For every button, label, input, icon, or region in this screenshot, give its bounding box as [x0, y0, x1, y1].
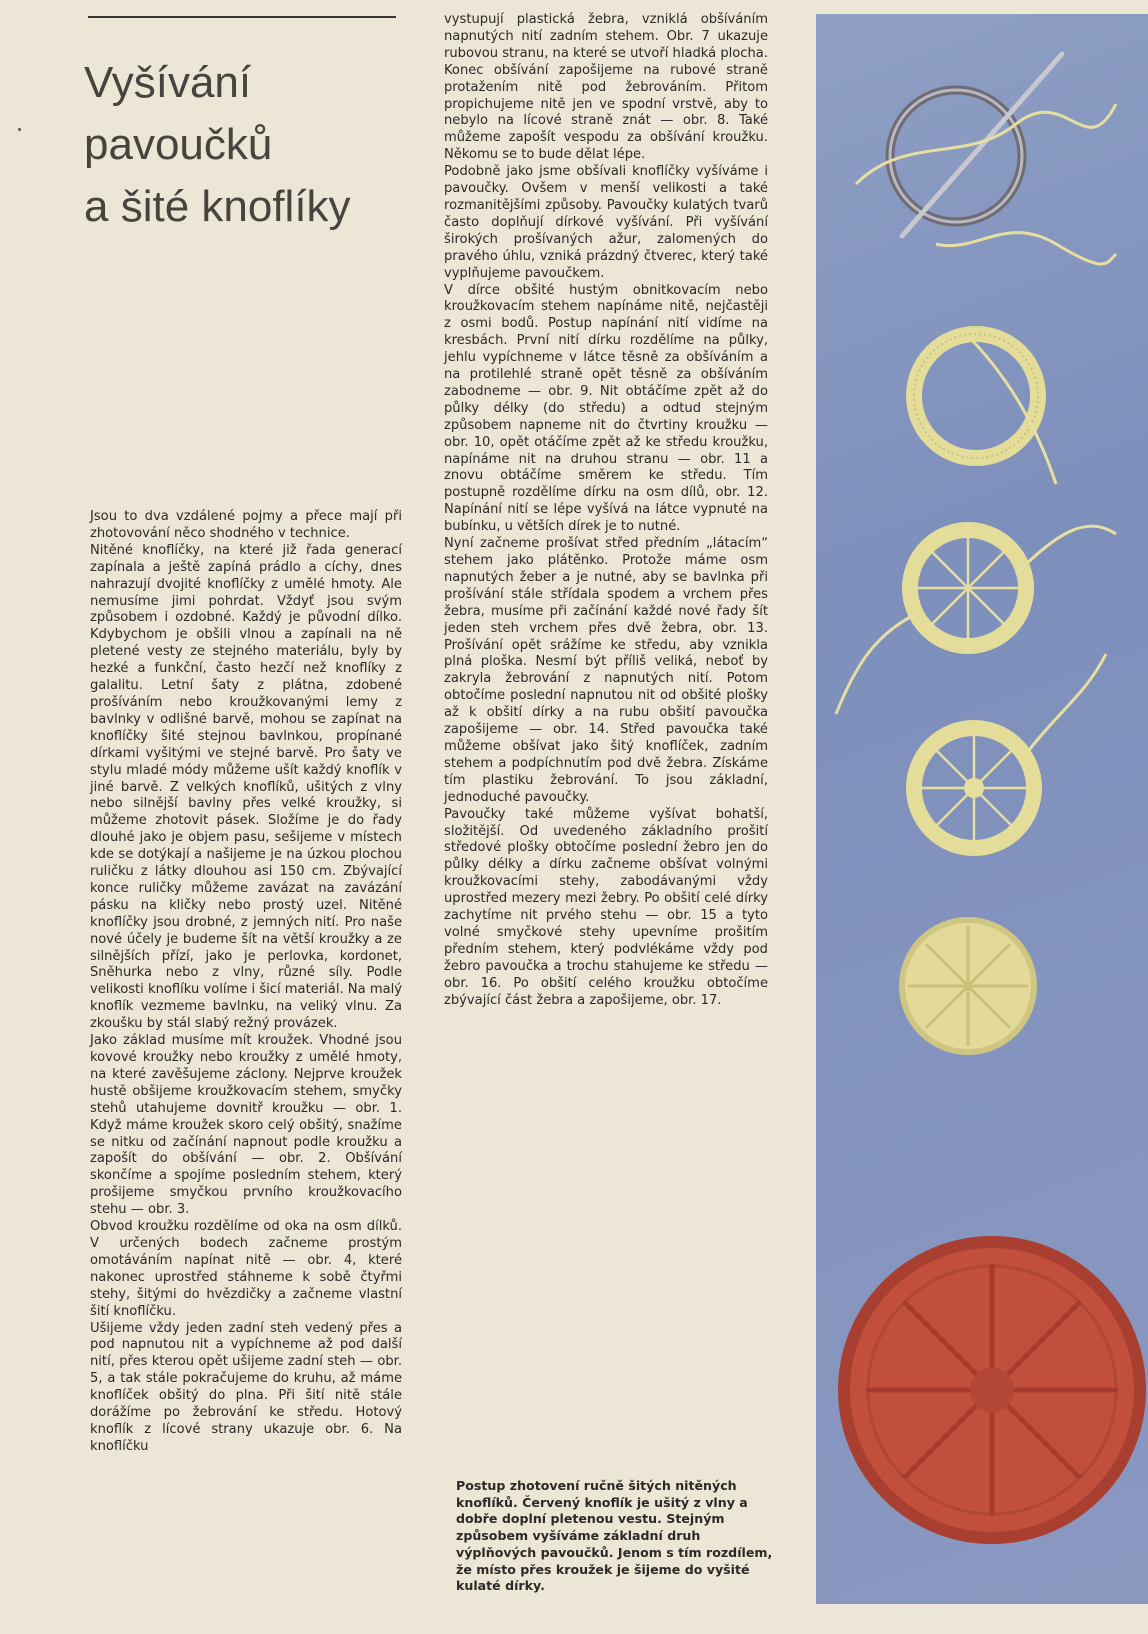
- ring-wrapped: [914, 334, 1056, 484]
- print-speck: [18, 128, 21, 131]
- text-column-middle: [444, 12, 768, 1009]
- paragraph: Nitěné knoflíčky, na které již řada generací zapínala a ještě zapíná prádlo a cíchy, dnes nahrazují dvojité knoflíčky z umělé hmoty. Ale nemusíme jimi pohrdat. Vždyť jsou svým způsobem i ozdobné. Každý je původní dílko. Kdybychom je obšili vlnou a zapínali na ně pletené vesty ze stejného materiálu, byly by hezké a funkční, často hezčí než knoflíky z galalitu. Letní šaty z plátna, zdobené prošíváním nebo kroužkovanými lemy z bavlnky v odlišné barvě, mohou se zapínat na knoflíčky šité stejnou bavlnkou, propínané dírkami vyšitými ve stejné barvě. Pro šaty ve stylu mladé módy můžeme ušít každý knoflík v jiné barvě. Z velkých knoflíků, ušitých z vlny nebo silnější bavlny přes velké kroužky, si můžeme zhotovit pásek. Složíme je do řady dlouhé jako je objem pasu, sešijeme v místech kde se dotýkají a našijeme je na úzkou plochou ruličku z látky dlouhou asi 150 cm. Zbývající konce ruličky můžeme zavázat na zavázání pásku na kličky nebo prostý uzel. Nitěné knoflíčky jsou drobné, z jemných nití. Pro naše nové účely je budeme šít na větší kroužky a ze silnějších přízí, jako je perlovka, kordonet, Sněhurka nebo z vlny, různé síly. Podle velikosti knoflíku volíme i šicí materiál. Na malý knoflík vezmeme bavlnku, na veliký vlnu. Za zkoušku by stál slabý režný provázek.: [90, 542, 402, 1032]
- title-line: Vyšívání: [84, 58, 252, 107]
- article-title: [84, 52, 404, 238]
- title-rule: [88, 16, 396, 18]
- paragraph: Jsou to dva vzdálené pojmy a přece mají při zhotovování něco shodného v technice.: [90, 509, 402, 541]
- paragraph: Ušijeme vždy jeden zadní steh vedený přes a pod napnutou nit a vypíchneme až pod další nití, přes kterou opět ušijeme zadní steh — obr. 5, a tak stále pokračujeme do kruhu, až máme knoflíček obšitý do plna. Při šití nitě stále dorážíme po žebrování ke středu. Hotový knoflík z lícové strany ukazuje obr. 6. Na knoflíčku: [90, 1320, 402, 1454]
- paragraph: Podobně jako jsme obšívali knoflíčky vyšíváme i pavoučky. Ovšem v menší velikosti a také rozmanitějšími způsoby. Pavoučky kulatých tvarů často doplňují dírkové vyšívání. Při vyšívání širokých prošívaných ažur, zalomených do pravého úhlu, vzniká prázdný čtverec, který také vyplňujeme pavoučkem.: [444, 164, 768, 281]
- paragraph: Pavoučky také můžeme vyšívat bohatší, složitější. Od uvedeného základního prošití středové plošky obtočíme poslední žebro jen do půlky délky a dírku začneme obšívat volnými kroužkovacími stehy, zabodávanými vždy uprostřed mezery mezi žebry. Po obšití celé dírky zachytíme nit prvého stehu — obr. 15 a tyto volné smyčkové stehy upevníme prošitím předním stehem, který podvlékáme vždy pod žebro pavoučka a trochu stahujeme ke středu — obr. 16. Po obšití celého kroužku obtočíme zbývající část žebra a zapošijeme, obr. 17.: [444, 806, 768, 1008]
- ring-spokes-center: [914, 654, 1106, 848]
- ring-with-spokes: [836, 526, 1116, 714]
- buttons-photo-illustration: [816, 14, 1148, 1604]
- paragraph: Nyní začneme prošívat střed předním „látacím“ stehem jako plátěnko. Protože máme osm napnutých žeber a je nutné, aby se bavlnka při prošívání stále střídala spodem a vrchem přes žebra, musíme při začínání každé nové řady šít jeden steh vrchem přes dvě žebra, obr. 13. Prošívání opět srážíme ke středu, aby vznikla plná ploška. Nesmí být příliš veliká, neboť by zakryla žebrování z napnutých nití. Potom obtočíme poslední napnutou nit od obšité plošky až k obšití dírky a na rubu obšití pavoučka zapošijeme — obr. 14. Střed pavoučka také můžeme obšívat jako šitý knoflíček, zadním stehem a podpíchnutím pod dvě žebra. Získáme tím plastiku žebrování. To jsou základní, jednoduché pavoučky.: [444, 536, 768, 805]
- red-wool-button: [844, 1242, 1140, 1538]
- text-column-left: [90, 509, 402, 1456]
- yellow-button: [902, 920, 1034, 1052]
- paragraph: Jako základ musíme mít kroužek. Vhodné jsou kovové kroužky nebo kroužky z umělé hmoty, na které zavěšujeme záclony. Nejprve kroužek hustě obšijeme kroužkovacím stehem, smyčky stehů utahujeme dovnitř kroužku — obr. 1. Když máme kroužek skoro celý obšitý, snažíme se nitku od začínání napnout podle kroužku a zapošít do obšívání — obr. 2. Obšívání skončíme a spojíme posledním stehem, který prošijeme smyčkou prvního kroužkovacího stehu — obr. 3.: [90, 1033, 402, 1218]
- title-line: a šité knoflíky: [84, 182, 351, 231]
- paragraph: Obvod kroužku rozdělíme od oka na osm dílků. V určených bodech začneme prostým omotáváním napínat nitě — obr. 4, které nakonec uprostřed stáhneme k sobě čtyřmi stehy, šitými do hvězdičky a začneme vlastní šití knoflíčku.: [90, 1219, 402, 1319]
- paragraph: V dírce obšité hustým obnitkovacím nebo kroužkovacím stehem napínáme nitě, nejčastěji z osmi bodů. Postup napínání nití vidíme na kresbách. První nití dírku rozdělíme na půlky, jehlu vypíchneme v látce těsně za obšíváním a na protilehlé straně opět těsně za obšíváním zabodneme — obr. 9. Nit obtáčíme zpět až do půlky délky (do středu) a odtud stejným způsobem napneme nit do čtvrtiny kroužku — obr. 10, opět otáčíme zpět až ke středu kroužku, napínáme nit na druhou stranu — obr. 11 a znovu obtáčíme směrem ke středu. Tím postupně rozdělíme dírku na osm dílů, obr. 12. Napínání nití se lépe vyšívá na látce vypnuté na bubínku, u větších dírek je to nutné.: [444, 282, 768, 535]
- photo-caption: Postup zhotovení ručně šitých nitěných knoflíků. Červený knoflík je ušitý z vlny a dobře doplní pletenou vestu. Stejným způsobem vyšíváme základní druh výplňových pavoučků. Jenom s tím rozdílem, že místo přes kroužek je šijeme do vyšité kulaté dírky.: [456, 1478, 773, 1594]
- metal-ring-with-needle: [856, 54, 1116, 264]
- title-line: pavoučků: [84, 120, 273, 169]
- paragraph: vystupují plastická žebra, vzniklá obšíváním napnutých nití zadním stehem. Obr. 7 ukazuje rubovou stranu, na které se utvoří hladká plocha. Konec obšívání zapošijeme na rubové straně protažením nitě pod žebrováním. Přitom propichujeme nitě jen ve spodní vrstvě, aby to nebylo na lícové straně znát — obr. 8. Také můžeme zapošít vespodu za obšívání kroužku. Někomu se to bude dělat lépe.: [444, 12, 768, 163]
- buttons-photo: [816, 14, 1148, 1604]
